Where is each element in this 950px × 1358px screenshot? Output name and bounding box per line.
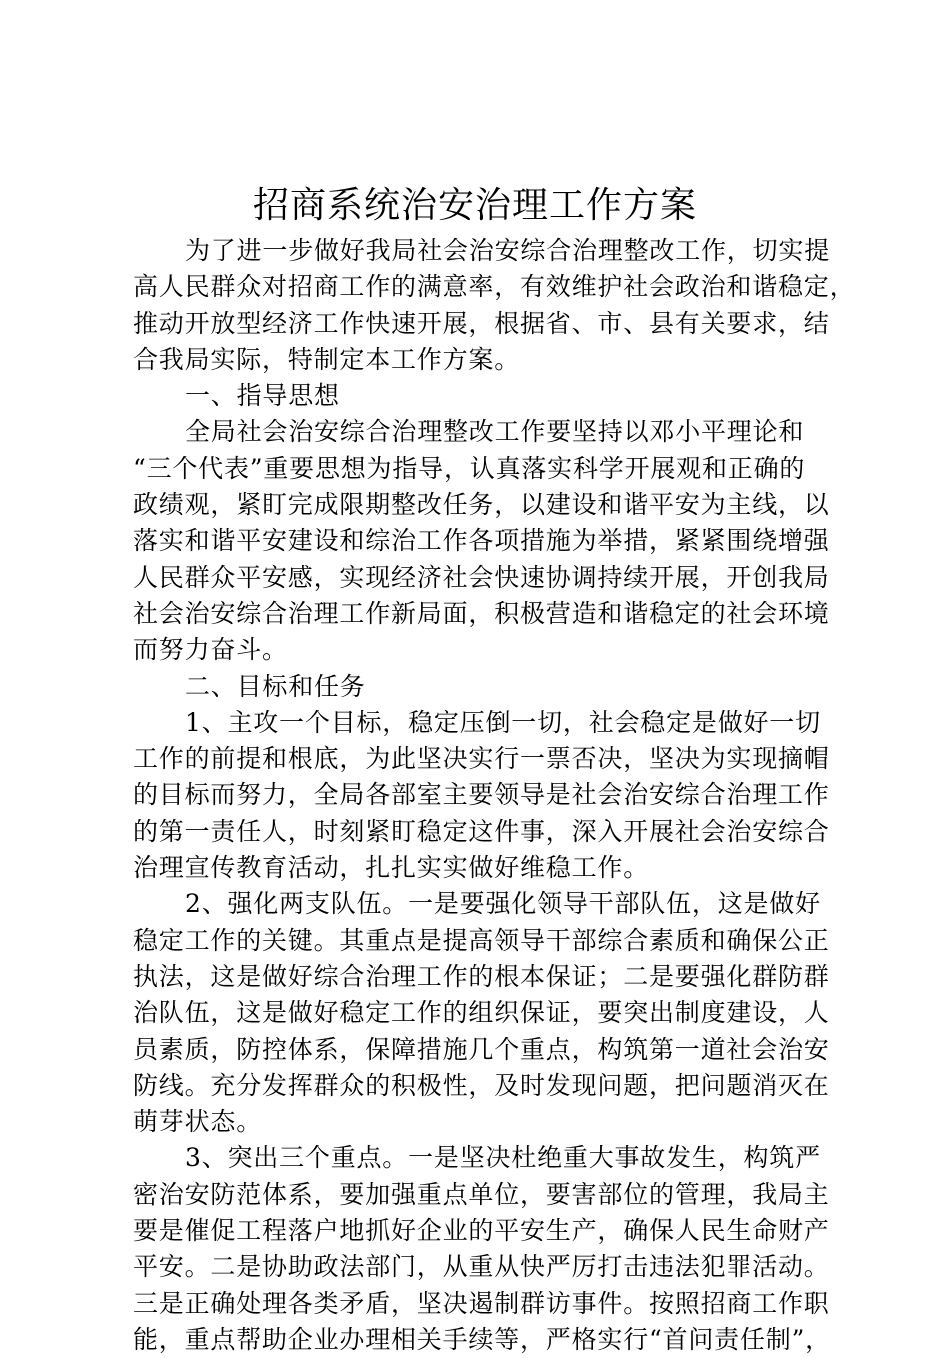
body-text-line: 合我局实际，特制定本工作方案。 <box>133 344 521 374</box>
document-title: 招商系统治安治理工作方案 <box>252 185 697 226</box>
body-text-line: 治理宣传教育活动，扎扎实实做好维稳工作。 <box>133 853 650 883</box>
body-text-line: 防线。充分发挥群众的积极性，及时发现问题，把问题消灭在 <box>133 1070 830 1100</box>
body-text-line: 萌芽状态。 <box>133 1107 263 1137</box>
body-text-line: 为了进一步做好我局社会治安综合治理整改工作，切实提 <box>185 236 831 265</box>
body-text-line: 推动开放型经济工作快速开展，根据省、市、县有关要求，结 <box>133 308 830 338</box>
document-body <box>133 233 856 1358</box>
body-text-line: 社会治安综合治理工作新局面，积极营造和谐稳定的社会环境 <box>133 598 830 628</box>
body-text-line: 一、指导思想 <box>185 381 340 411</box>
body-text-line: 能，重点帮助企业办理相关手续等，严格实行“首问责任制”， <box>133 1324 831 1354</box>
body-text-line: 密治安防范体系，要加强重点单位，要害部位的管理，我局主 <box>133 1179 830 1209</box>
body-text-line: 全局社会治安综合治理整改工作要坚持以邓小平理论和 <box>185 417 805 447</box>
body-text-line: 而努力奋斗。 <box>133 635 288 665</box>
body-text-line: 工作的前提和根底，为此坚决实行一票否决，坚决为实现摘帽 <box>133 744 830 774</box>
body-text-line: 三是正确处理各类矛盾，坚决遏制群访事件。按照招商工作职 <box>133 1288 830 1318</box>
body-text-line: 的第一责任人，时刻紧盯稳定这件事，深入开展社会治安综合 <box>133 816 830 846</box>
body-text-line: 1、主攻一个目标，稳定压倒一切，社会稳定是做好一切 <box>185 707 821 737</box>
body-text-line: 2、强化两支队伍。一是要强化领导干部队伍，这是做好 <box>185 889 821 919</box>
body-text-line: 政绩观，紧盯完成限期整改任务，以建设和谐平安为主线，以 <box>133 490 830 520</box>
body-text-line: 的目标而努力，全局各部室主要领导是社会治安综合治理工作 <box>133 780 830 810</box>
body-text-line: 员素质，防控体系，保障措施几个重点，构筑第一道社会治安 <box>133 1034 830 1064</box>
body-text-line: 稳定工作的关键。其重点是提高领导干部综合素质和确保公正 <box>133 925 830 955</box>
body-text-line: 3、突出三个重点。一是坚决杜绝重大事故发生，构筑严 <box>185 1143 821 1173</box>
body-text-line: 执法，这是做好综合治理工作的根本保证；二是要强化群防群 <box>133 961 830 991</box>
body-text-line: 落实和谐平安建设和综治工作各项措施为举措，紧紧围绕增强 <box>133 526 830 556</box>
body-text-line: 治队伍，这是做好稳定工作的组织保证，要突出制度建设，人 <box>133 998 830 1028</box>
body-text-line: 高人民群众对招商工作的满意率，有效维护社会政治和谐稳定， <box>133 272 856 302</box>
body-text-line: 人民群众平安感，实现经济社会快速协调持续开展，开创我局 <box>133 562 830 592</box>
body-text-line: 二、目标和任务 <box>185 671 366 701</box>
body-text-line: 要是催促工程落户地抓好企业的平安生产，确保人民生命财产 <box>133 1216 830 1246</box>
body-text-line: “三个代表”重要思想为指导，认真落实科学开展观和正确的 <box>133 453 806 483</box>
body-text-line: 平安。二是协助政法部门，从重从快严厉打击违法犯罪活动。 <box>133 1252 830 1282</box>
